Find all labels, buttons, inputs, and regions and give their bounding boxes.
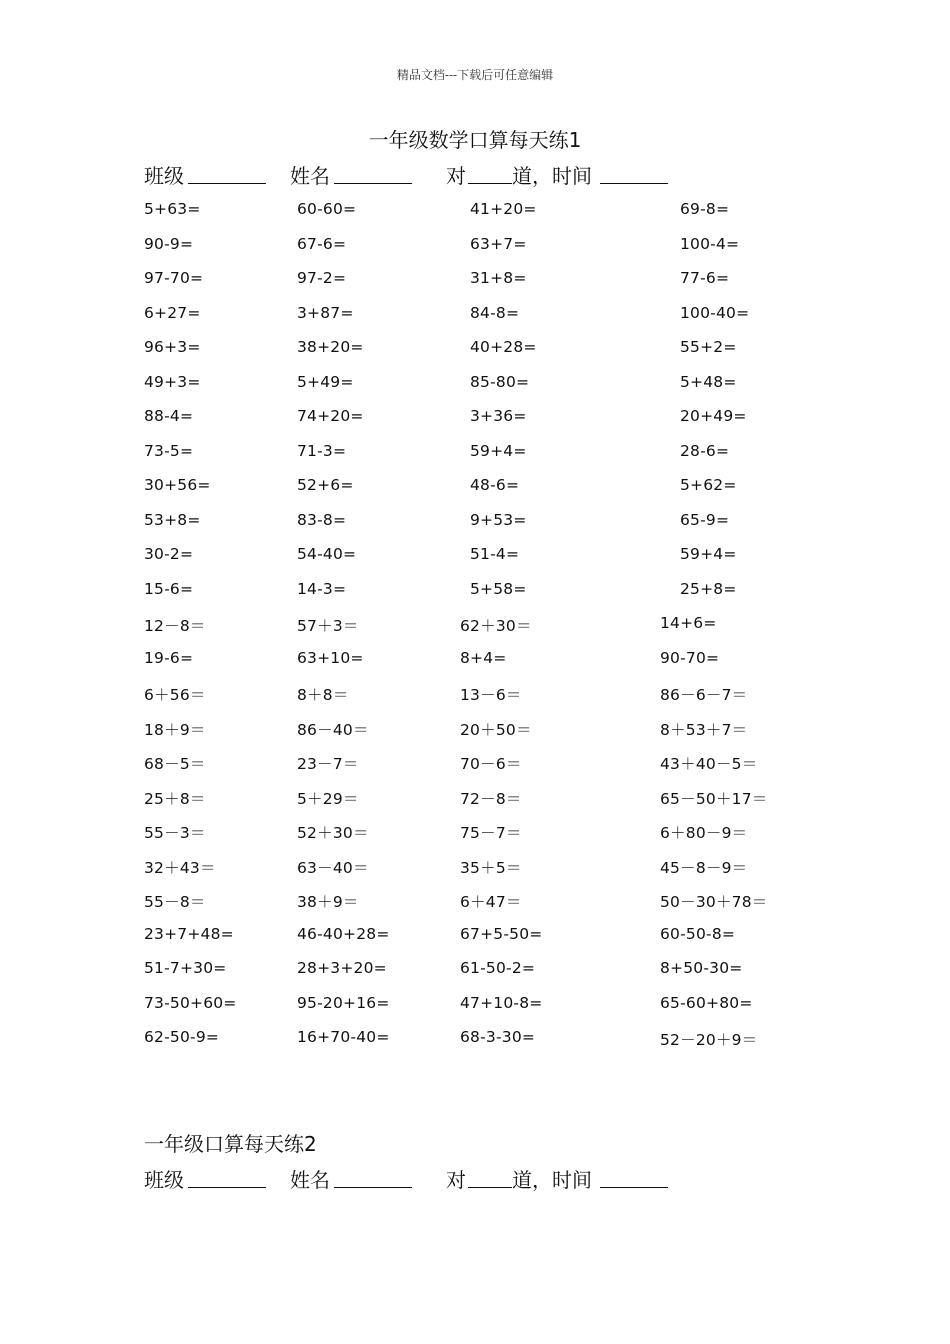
problem-row xyxy=(0,472,950,507)
problem-item: 73-5= xyxy=(144,441,194,460)
problem-item: 5+48= xyxy=(680,372,737,391)
problem-item: 51-4= xyxy=(470,545,520,563)
problem-item: 30-2= xyxy=(144,545,194,563)
problem-item: 16+70-40= xyxy=(297,1028,390,1046)
class-label: 班级 xyxy=(144,164,184,188)
problem-item: 69-8= xyxy=(680,200,730,218)
problem-item: 8+4= xyxy=(460,648,507,667)
problem-item: 86－6－7＝ xyxy=(660,686,748,704)
problem-item: 90-70= xyxy=(660,648,720,667)
problem-item: 65-9= xyxy=(680,510,730,529)
problem-item: 48-6= xyxy=(470,476,520,494)
time-blank[interactable] xyxy=(600,160,668,184)
class-blank[interactable] xyxy=(188,1164,266,1188)
problem-row xyxy=(0,852,950,887)
problem-item: 31+8= xyxy=(470,269,527,287)
problem-row xyxy=(0,783,950,818)
problem-item: 65－50＋17＝ xyxy=(660,789,768,808)
problem-item: 65-60+80= xyxy=(660,993,753,1012)
problem-item: 20＋50＝ xyxy=(460,720,532,739)
sheet2-info-line xyxy=(144,1164,844,1192)
problem-row xyxy=(0,1024,950,1059)
sheet2-title: 一年级口算每天练2 xyxy=(144,1132,317,1156)
problem-item: 45－8－9＝ xyxy=(660,858,748,877)
problem-item: 77-6= xyxy=(680,269,730,287)
problem-item: 74+20= xyxy=(297,407,364,425)
problem-item: 6＋47＝ xyxy=(460,893,522,911)
problem-item: 28+3+20= xyxy=(297,959,387,977)
time-blank[interactable] xyxy=(600,1164,668,1188)
problem-grid xyxy=(0,196,950,1059)
problem-item: 20+49= xyxy=(680,407,747,425)
problem-item: 97-70= xyxy=(144,269,204,287)
problem-item: 8＋53＋7＝ xyxy=(660,720,748,739)
problem-item: 83-8= xyxy=(297,510,347,529)
problem-item: 57＋3＝ xyxy=(297,617,359,635)
problem-item: 6+27= xyxy=(144,303,201,322)
problem-item: 18＋9＝ xyxy=(144,720,206,739)
problem-item: 72－8＝ xyxy=(460,789,522,808)
problem-item: 52－20＋9＝ xyxy=(660,1031,758,1049)
problem-item: 19-6= xyxy=(144,648,194,667)
problem-item: 67-6= xyxy=(297,234,347,253)
sheet1-title: 一年级数学口算每天练1 xyxy=(368,128,582,152)
problem-item: 96+3= xyxy=(144,338,201,356)
problem-item: 100-40= xyxy=(680,303,750,322)
problem-row xyxy=(0,231,950,266)
problem-item: 9+53= xyxy=(470,510,527,529)
problem-item: 32＋43＝ xyxy=(144,858,216,877)
correct-label: 对 xyxy=(446,164,466,188)
problem-item: 5+62= xyxy=(680,476,737,494)
class-blank[interactable] xyxy=(188,160,266,184)
count-time-label: 道，时间 xyxy=(512,1168,592,1192)
problem-item: 14-3= xyxy=(297,579,347,598)
problem-item: 62＋30＝ xyxy=(460,617,532,635)
problem-row xyxy=(0,541,950,576)
problem-item: 23+7+48= xyxy=(144,924,234,943)
problem-item: 100-4= xyxy=(680,234,740,253)
problem-item: 52+6= xyxy=(297,476,354,494)
problem-row xyxy=(0,645,950,680)
problem-item: 88-4= xyxy=(144,407,194,425)
problem-row xyxy=(0,576,950,611)
problem-item: 71-3= xyxy=(297,441,347,460)
problem-row xyxy=(0,265,950,300)
problem-item: 5+63= xyxy=(144,200,201,218)
class-label: 班级 xyxy=(144,1168,184,1192)
problem-item: 30+56= xyxy=(144,476,211,494)
problem-item: 63+10= xyxy=(297,648,364,667)
problem-item: 49+3= xyxy=(144,372,201,391)
problem-item: 47+10-8= xyxy=(460,993,543,1012)
problem-row xyxy=(0,817,950,852)
problem-item: 54-40= xyxy=(297,545,357,563)
problem-item: 5＋29＝ xyxy=(297,789,359,808)
problem-item: 38＋9＝ xyxy=(297,893,359,911)
problem-item: 55－3＝ xyxy=(144,824,206,842)
problem-row xyxy=(0,196,950,231)
problem-item: 68-3-30= xyxy=(460,1028,536,1046)
problem-item: 43＋40－5＝ xyxy=(660,755,758,773)
problem-row xyxy=(0,990,950,1025)
problem-row xyxy=(0,369,950,404)
problem-item: 73-50+60= xyxy=(144,993,237,1012)
problem-item: 8+50-30= xyxy=(660,959,743,977)
problem-item: 5+49= xyxy=(297,372,354,391)
problem-item: 67+5-50= xyxy=(460,924,543,943)
problem-item: 55－8＝ xyxy=(144,893,206,911)
problem-item: 60-60= xyxy=(297,200,357,218)
problem-item: 40+28= xyxy=(470,338,537,356)
name-blank[interactable] xyxy=(334,160,412,184)
problem-item: 60-50-8= xyxy=(660,924,736,943)
problem-item: 12－8＝ xyxy=(144,617,206,635)
problem-row xyxy=(0,921,950,956)
problem-item: 52＋30＝ xyxy=(297,824,369,842)
count-time-label: 道，时间 xyxy=(512,164,592,188)
problem-item: 97-2= xyxy=(297,269,347,287)
correct-count-blank[interactable] xyxy=(468,1164,512,1188)
problem-item: 53+8= xyxy=(144,510,201,529)
correct-count-blank[interactable] xyxy=(468,160,512,184)
problem-item: 62-50-9= xyxy=(144,1028,220,1046)
sheet1-info-line xyxy=(144,160,844,188)
problem-item: 25+8= xyxy=(680,579,737,598)
problem-item: 5+58= xyxy=(470,579,527,598)
problem-item: 85-80= xyxy=(470,372,530,391)
problem-row xyxy=(0,679,950,714)
problem-row xyxy=(0,438,950,473)
problem-item: 28-6= xyxy=(680,441,730,460)
problem-item: 59+4= xyxy=(470,441,527,460)
problem-row xyxy=(0,507,950,542)
problem-item: 90-9= xyxy=(144,234,194,253)
problem-item: 6＋56＝ xyxy=(144,686,206,704)
problem-item: 15-6= xyxy=(144,579,194,598)
problem-row xyxy=(0,886,950,921)
problem-item: 6＋80－9＝ xyxy=(660,824,748,842)
problem-item: 8＋8＝ xyxy=(297,686,349,704)
problem-item: 3+36= xyxy=(470,407,527,425)
problem-item: 14+6= xyxy=(660,614,717,632)
problem-item: 61-50-2= xyxy=(460,959,536,977)
problem-item: 70－6＝ xyxy=(460,755,522,773)
problem-item: 38+20= xyxy=(297,338,364,356)
name-label: 姓名 xyxy=(290,164,330,188)
problem-item: 75－7＝ xyxy=(460,824,522,842)
problem-row xyxy=(0,610,950,645)
problem-item: 51-7+30= xyxy=(144,959,227,977)
problem-item: 95-20+16= xyxy=(297,993,390,1012)
problem-item: 46-40+28= xyxy=(297,924,390,943)
correct-label: 对 xyxy=(446,1168,466,1192)
problem-item: 86－40＝ xyxy=(297,720,369,739)
problem-row xyxy=(0,334,950,369)
problem-row xyxy=(0,748,950,783)
problem-row xyxy=(0,403,950,438)
problem-row xyxy=(0,955,950,990)
problem-item: 35＋5＝ xyxy=(460,858,522,877)
problem-item: 3+87= xyxy=(297,303,354,322)
problem-item: 50－30＋78＝ xyxy=(660,893,768,911)
problem-item: 63－40＝ xyxy=(297,858,369,877)
problem-item: 41+20= xyxy=(470,200,537,218)
problem-item: 23－7＝ xyxy=(297,755,359,773)
problem-item: 25＋8＝ xyxy=(144,789,206,808)
header-watermark: 精品文档---下载后可任意编辑 xyxy=(396,68,554,82)
name-blank[interactable] xyxy=(334,1164,412,1188)
problem-item: 13－6＝ xyxy=(460,686,522,704)
problem-row xyxy=(0,300,950,335)
problem-item: 63+7= xyxy=(470,234,527,253)
problem-row xyxy=(0,714,950,749)
problem-item: 68－5＝ xyxy=(144,755,206,773)
problem-item: 55+2= xyxy=(680,338,737,356)
name-label: 姓名 xyxy=(290,1168,330,1192)
problem-item: 59+4= xyxy=(680,545,737,563)
problem-item: 84-8= xyxy=(470,303,520,322)
